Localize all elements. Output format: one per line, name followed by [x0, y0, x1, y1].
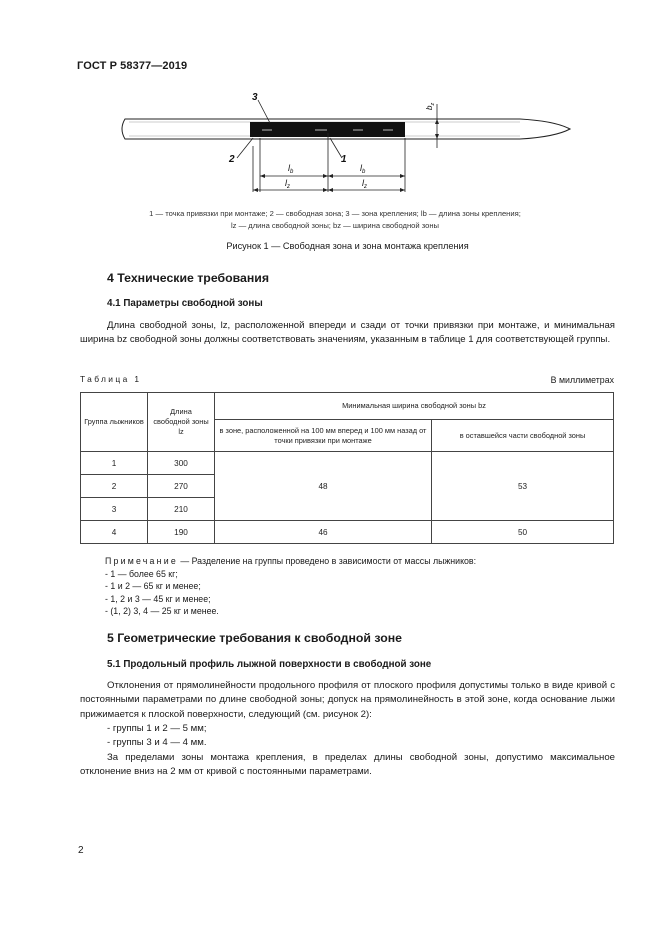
svg-text:bz: [425, 103, 436, 110]
figure-legend-line-2: lz — длина свободной зоны; bz — ширина свободной зоны: [231, 221, 439, 230]
figure-legend-line-1: 1 — точка привязки при монтаже; 2 — свободная зона; 3 — зона крепления; lb — длина зоны крепления;: [149, 209, 521, 218]
cell-zone-100: 46: [215, 521, 432, 544]
lb-left-label: l: [288, 163, 290, 173]
table-row: [81, 521, 614, 544]
cell-group: 2: [81, 475, 148, 498]
note-label: Примечание: [105, 556, 178, 566]
svg-text:lz: [285, 178, 290, 190]
table-1: [80, 392, 614, 544]
lb-left-sub: b: [290, 169, 294, 175]
col-header-min-width: Минимальная ширина свободной зоны bz: [215, 393, 614, 420]
binding-zone-bar: [250, 122, 405, 137]
svg-text:lb: [360, 163, 366, 175]
table-row: [81, 452, 614, 475]
callout-2: 2: [229, 154, 235, 165]
figure-legend: [100, 208, 570, 232]
lz-right-sub: z: [364, 184, 367, 190]
cell-zone-rest: 50: [432, 521, 614, 544]
lz-left-sub: z: [287, 184, 290, 190]
lz-right-label: l: [362, 178, 364, 188]
cell-group: 3: [81, 498, 148, 521]
list-item: - группы 1 и 2 — 5 мм;: [107, 723, 207, 734]
section-5-1-paragraph: Отклонения от прямолинейности продольного профиля от плоского профиля допустимы только в виде кривой с постоянными параметрами по длине свободной зоны; допуск на прямолинейность в этой зоне, когда основание лыжи прижимается к плоской поверхности, следующий (см. рисунок 2):: [80, 680, 615, 720]
table-title: Таблица 1: [80, 374, 142, 384]
callout-1: 1: [341, 154, 347, 165]
callout-3: 3: [252, 92, 258, 103]
section-4-heading: 4 Технические требования: [107, 271, 269, 285]
note-item: - 1, 2 и 3 — 45 кг и менее;: [105, 593, 211, 604]
svg-text:lb: [288, 163, 294, 175]
lz-left-label: l: [285, 178, 287, 188]
lb-right-label: l: [360, 163, 362, 173]
note-item: - 1 и 2 — 65 кг и менее;: [105, 581, 201, 592]
section-4-1-paragraph: Длина свободной зоны, lz, расположенной впереди и сзади от точки привязки при монтаже, и минимальная ширина bz свободной зоны должны соответствовать значениям, указанным в таблице 1 для соответствующей группы.: [80, 320, 615, 346]
cell-length: 210: [148, 498, 215, 521]
note-item: - 1 — более 65 кг;: [105, 568, 178, 579]
col-header-zone-100: в зоне, расположенной на 100 мм вперед и 100 мм назад от точки привязки при монтаже: [215, 420, 432, 452]
cell-group: 4: [81, 521, 148, 544]
document-code: ГОСТ Р 58377—2019: [77, 60, 188, 72]
note-item: - (1, 2) 3, 4 — 25 кг и менее.: [105, 606, 219, 617]
col-header-group: Группа лыжников: [81, 393, 148, 452]
section-5-1-paragraph-2: За пределами зоны монтажа крепления, в пределах длины свободной зоны, допустимо максимальное отклонение вниз на 2 мм от кривой с постоянными параметрами.: [80, 752, 615, 778]
tolerance-list: [107, 722, 206, 751]
subsection-4-1-heading: 4.1 Параметры свободной зоны: [107, 298, 263, 309]
cell-length: 270: [148, 475, 215, 498]
figure-1-ski-diagram: [115, 88, 575, 198]
bz-sub: z: [430, 102, 436, 106]
page-number: 2: [78, 845, 84, 856]
lb-right-sub: b: [362, 169, 366, 175]
cell-length: 190: [148, 521, 215, 544]
cell-group: 1: [81, 452, 148, 475]
table-units: В миллиметрах: [550, 375, 614, 385]
section-5-heading: 5 Геометрические требования к свободной зоне: [107, 631, 402, 645]
col-header-length: Длина свободной зоны lz: [148, 393, 215, 452]
cell-zone-100-merged: 48: [215, 452, 432, 521]
svg-text:lz: [362, 178, 367, 190]
cell-length: 300: [148, 452, 215, 475]
subsection-5-1-heading: 5.1 Продольный профиль лыжной поверхности в свободной зоне: [107, 659, 432, 670]
bz-label: b: [425, 105, 434, 110]
col-header-zone-rest: в оставшейся части свободной зоны: [432, 420, 614, 452]
figure-caption: Рисунок 1 — Свободная зона и зона монтажа крепления: [226, 241, 469, 251]
list-item: - группы 3 и 4 — 4 мм.: [107, 737, 207, 749]
note-text: — Разделение на группы проведено в зависимости от массы лыжников:: [177, 556, 477, 566]
table-note: [105, 555, 476, 618]
cell-zone-rest-merged: 53: [432, 452, 614, 521]
